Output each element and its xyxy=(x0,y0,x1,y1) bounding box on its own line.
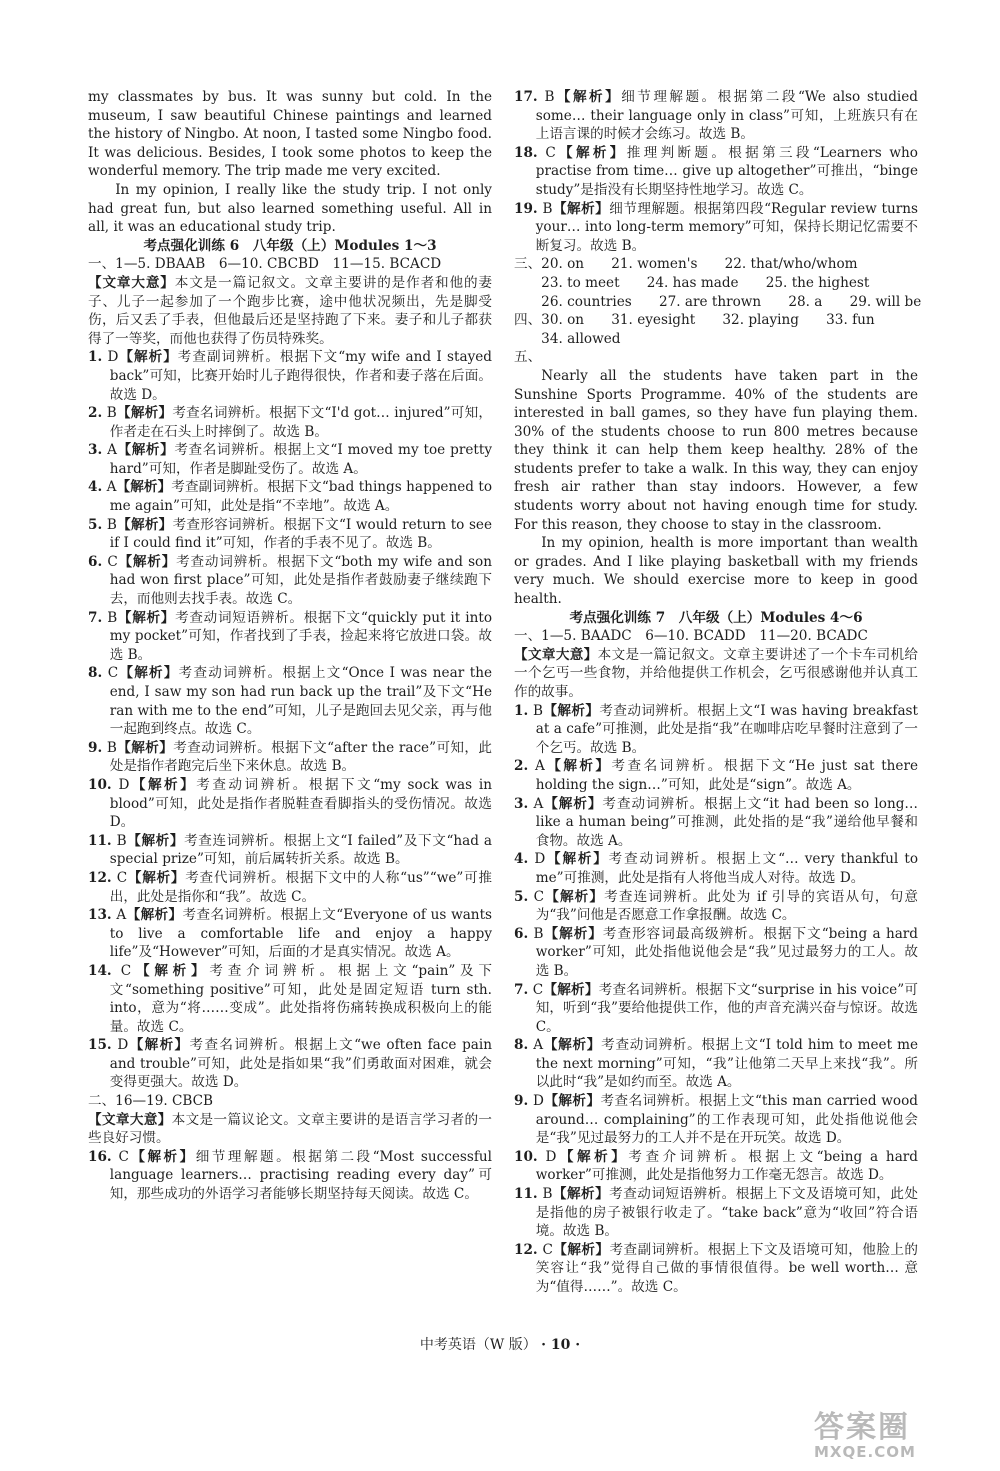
item-number: 10. xyxy=(88,776,112,793)
item-number: 11. xyxy=(514,1186,538,1203)
item-tag: 【解析】 xyxy=(128,1037,190,1054)
item-answer: A xyxy=(533,795,544,812)
answer-item xyxy=(88,609,492,665)
item-answer: B xyxy=(542,200,553,217)
answer-item xyxy=(88,478,492,515)
right-answer-list-2 xyxy=(514,702,918,1297)
item-answer: B xyxy=(106,739,117,756)
item-answer: B xyxy=(107,609,118,626)
item-text: 考查连词辨析。此处为 if 引导的宾语从句，句意为“我”问他是否愿意工作拿报酬。故选 C。 xyxy=(535,888,918,924)
item-answer: C xyxy=(107,665,119,682)
item-number: 3. xyxy=(514,795,529,812)
answer-item xyxy=(88,1036,492,1092)
item-text: 考查形容词最高级辨析。根据下文“being a hard worker”可知，此处指他说他会是“我”见过最努力的工人。故选 B。 xyxy=(535,925,919,979)
item-number: 13. xyxy=(88,907,112,924)
item-answer: C xyxy=(120,962,132,979)
item-number: 7. xyxy=(514,981,529,998)
item-answer: A xyxy=(107,442,117,459)
item-text: 考查名词辨析。根据上文“I moved my toe pretty hard”可知，作者是脚趾受伤了。故选 A。 xyxy=(109,442,492,477)
item-number: 16. xyxy=(88,1148,112,1165)
answer-item xyxy=(88,441,492,478)
item-answer: D xyxy=(532,1093,544,1110)
item-tag: 【解析】 xyxy=(554,89,622,105)
section-6-title: 考点强化训练 6 八年级（上）Modules 1～3 xyxy=(143,237,437,254)
summary-tag: 【文章大意】 xyxy=(88,274,175,291)
answer-item xyxy=(88,664,492,738)
item-tag: 【解析】 xyxy=(116,739,174,756)
item-answer: B xyxy=(544,89,555,105)
item-answer: D xyxy=(117,1037,129,1054)
item-number: 11. xyxy=(88,832,112,849)
answer-item xyxy=(514,1241,918,1297)
fill-answer-row: 四、30. on 31. eyesight 32. playing 33. fun xyxy=(514,312,875,329)
item-tag: 【解析】 xyxy=(118,349,178,366)
item-text: 考查动词辨析。根据下文“after the race”可知，此处是指作者跑完后坐下来休息。故选 B。 xyxy=(109,739,492,775)
answer-item xyxy=(514,850,918,887)
item-tag: 【解析】 xyxy=(126,907,183,924)
item-number: 12. xyxy=(88,869,112,886)
item-text: 考查介词辨析。根据上文“being a hard worker”可推测，此处是指他努力工作毫无怨言。故选 D。 xyxy=(535,1148,918,1184)
answer-item xyxy=(88,906,492,962)
item-answer: B xyxy=(106,516,117,533)
part2-summary xyxy=(88,1111,492,1148)
part5-label: 五、 xyxy=(514,349,542,366)
item-text: 考查动词辨析。根据上文“I was having breakfast at a cafe”可推测，此处是指“我”在咖啡店吃早餐时注意到了一个乞丐。故选 B。 xyxy=(535,702,918,756)
item-tag: 【解析】 xyxy=(543,795,603,812)
item-answer: C xyxy=(107,553,118,570)
item-text: 考查动词短语辨析。根据上下文及语境可知，此处是指他的房子被银行收走了。“take back”意为“收回”符合语境。故选 B。 xyxy=(535,1186,919,1240)
item-text: 考查动词短语辨析。根据下文“quickly put it into my pocket”可知，作者找到了手表，捡起来将它放进口袋。故选 B。 xyxy=(109,609,493,663)
item-number: 4. xyxy=(88,479,103,496)
item-number: 9. xyxy=(88,739,103,756)
item-answer: B xyxy=(533,925,544,942)
watermark-logo-text: 答案圈 xyxy=(814,1410,910,1445)
item-text: 考查动词辨析。根据上文“it had been so long… like a human being”可推测，此处指的是“我”递给他早餐和食物。故选 A。 xyxy=(535,795,918,849)
item-tag: 【解析】 xyxy=(116,442,175,459)
item-answer: C xyxy=(542,1241,553,1258)
item-answer: A xyxy=(106,479,117,496)
item-number: 9. xyxy=(514,1093,529,1110)
answer-item xyxy=(514,1148,918,1185)
item-text: 考查名词辨析。根据上文“this man carried wood around… complaining”的工作表现可知，此处指他说他会是“我”见过最努力的工人并不是在开玩笑。故选 D。 xyxy=(535,1093,919,1147)
answer-item-16 xyxy=(88,1148,492,1204)
item-tag: 【解析】 xyxy=(117,553,177,570)
answer-item xyxy=(514,925,918,981)
item-text: 考查名词辨析。根据下文“surprise in his voice”可知，听到“我”要给他提供工作，他的声音充满兴奋与惊讶。故选 C。 xyxy=(535,981,918,1035)
item-answer: B xyxy=(532,702,543,719)
item-text: 考查连词辨析。根据上文“I failed”及下文“had a special prize”可知，前后属转折关系。故选 B。 xyxy=(109,832,493,868)
item-answer: B xyxy=(106,405,117,422)
item-tag: 【解析】 xyxy=(545,851,609,868)
item-tag: 【解析】 xyxy=(116,516,173,533)
answer-item xyxy=(88,776,492,832)
item-tag: 【解析】 xyxy=(126,832,185,849)
fill-answer-row: 26. countries 27. are thrown 28. a 29. will be xyxy=(514,293,922,310)
section7-summary xyxy=(514,646,918,702)
site-watermark xyxy=(814,1412,984,1464)
answer-item xyxy=(514,200,918,256)
item-tag: 【解析】 xyxy=(127,869,186,886)
item-tag: 【解析】 xyxy=(544,888,605,905)
item-answer: A xyxy=(534,758,545,775)
item-text: 考查副词辨析。根据上下文及语境可知，他脸上的笑容让“我”觉得自己做的事情很值得。be well worth… 意为“值得……”。故选 C。 xyxy=(535,1241,919,1295)
answer-item xyxy=(514,144,918,200)
item-answer: B xyxy=(116,832,127,849)
answer-item xyxy=(88,348,492,404)
item-tag: 【解析】 xyxy=(117,609,176,626)
item-tag: 【解析】 xyxy=(552,200,610,217)
summary-tag: 【文章大意】 xyxy=(514,646,598,663)
item-text: 考查名词辨析。根据上文“we often face pain and trouble”可知，此处是指如果“我”们勇敢面对困难，就会变得更强大。故选 D。 xyxy=(109,1037,492,1091)
fill-in-answers xyxy=(514,255,922,348)
item-tag: 【解析】 xyxy=(129,776,197,793)
item-text: 考查动词辨析。根据下文“my sock was in blood”可知，此处是指作者脱鞋查看脚指头的受伤情况。故选 D。 xyxy=(109,776,493,831)
part2-answer-key: 二、16—19. CBCB xyxy=(88,1093,214,1110)
item-text: 考查动词辨析。根据上文“… very thankful to me”可推测，此处是指有人将他当成人对待。故选 D。 xyxy=(535,851,919,886)
writing-paragraph-1: Nearly all the students have taken part in the Sunshine Sports Programme. 40% of the students are interested in ball games, so they have fun playing them. 30% of the students choose to run 800 metres because they think it can help them keep healthy. 28% of the students prefer to take a walk. In this way, they can enjoy fresh air rather than stay indoors. However, a few students worry about not having enough time for study. For this reason, they choose to stay in the classroom. xyxy=(514,367,918,533)
item-tag: 【解析】 xyxy=(118,665,179,682)
item-answer: C xyxy=(533,888,545,905)
part1-summary xyxy=(88,274,492,348)
answer-item xyxy=(514,1185,918,1241)
item-answer: C xyxy=(118,1148,129,1165)
item-tag: 【解析】 xyxy=(543,981,599,998)
item-text: 细节理解题。根据第四段“Regular review turns your… into long-term memory”可知，保持长期记忆需要不断复习。故选 B。 xyxy=(535,200,919,254)
item-number: 4. xyxy=(514,851,529,868)
item-number: 1. xyxy=(88,349,103,366)
item-number: 14. xyxy=(88,962,112,979)
item-tag: 【解析】 xyxy=(116,479,172,496)
answer-item xyxy=(514,1036,918,1092)
item-tag: 【解析】 xyxy=(543,925,603,942)
item-tag: 【解析】 xyxy=(543,1093,601,1110)
item-text: 考查代词辨析。根据下文中的人称“us”“we”可推出，此处是指你和“我”。故选 C。 xyxy=(109,869,492,905)
fill-answer-row: 三、20. on 21. women's 22. that/who/whom xyxy=(514,256,858,273)
item-text: 推理判断题。根据第三段“Learners who practise from time… give up altogether”可推出，“binge study”是指没有长期坚持性地学习。故选 C。 xyxy=(535,144,918,198)
item-number: 6. xyxy=(514,925,529,942)
item-tag: 【解析】 xyxy=(552,1186,610,1203)
item-number: 18. xyxy=(514,144,538,161)
item-tag: 【解析】 xyxy=(555,144,627,161)
section-7-title: 考点强化训练 7 八年级（上）Modules 4～6 xyxy=(569,609,863,626)
item-answer: C xyxy=(532,981,544,998)
item-text: 考查名词辨析。根据下文“He just sat there holding the sign…”可知，此处是“sign”。故选 A。 xyxy=(535,758,918,793)
item-tag: 【解析】 xyxy=(544,758,612,775)
item-number: 2. xyxy=(88,405,103,422)
left-column xyxy=(88,88,492,1204)
item-text: 细节理解题。根据第二段“We also studied some… their language only in class”可知，上班族只有在上语言课的时候才会练习。故选 B。 xyxy=(535,89,918,143)
item-answer: C xyxy=(116,869,128,886)
answer-item xyxy=(514,888,918,925)
item-number: 12. xyxy=(514,1241,538,1258)
answer-item xyxy=(514,88,918,144)
book-title: 中考英语（W 版） xyxy=(419,1337,537,1353)
right-answer-list xyxy=(514,88,918,255)
item-answer: D xyxy=(118,776,130,793)
fill-answer-row: 34. allowed xyxy=(514,330,621,347)
item-tag: 【解析】 xyxy=(131,962,210,979)
item-answer: B xyxy=(542,1186,553,1203)
item-text: 细节理解题。根据第二段“Most successful language learners… practising reading every day”可知，那些成功的外语学习者能够长期坚持每天阅读。故选 C。 xyxy=(109,1148,492,1203)
answer-item xyxy=(88,962,492,1036)
item-tag: 【解析】 xyxy=(116,405,173,422)
item-text: 考查介词辨析。根据上文“pain”及下文“something positive”可知，此处是固定短语 turn sth. into，意为“将……变成”。此处指将伤痛转换成积极向上的能量。故选 C。 xyxy=(109,962,493,1035)
item-text: 考查动词辨析。根据下文“both my wife and son had won first place”可知，此处是指作者鼓励妻子继续跑下去，而他则去找手表。故选 C。 xyxy=(109,553,492,608)
item-answer: D xyxy=(545,1148,557,1165)
part1-answer-key: 一、1—5. DBAAB 6—10. CBCBD 11—15. BCACD xyxy=(88,256,442,273)
page-footer xyxy=(0,1336,1000,1355)
answer-item xyxy=(88,739,492,776)
item-tag: 【解析】 xyxy=(542,702,600,719)
item-tag: 【解析】 xyxy=(543,1037,602,1054)
item-number: 8. xyxy=(88,665,103,682)
item-answer: A xyxy=(533,1037,544,1054)
answer-item xyxy=(88,832,492,869)
item-number: 7. xyxy=(88,609,103,626)
item-number: 5. xyxy=(88,516,103,533)
summary-text: 本文是一篇议论文。文章主要讲的是语言学习者的一些良好习惯。 xyxy=(88,1111,493,1147)
item-text: 考查名词辨析。根据上文“Everyone of us wants to live a comfortable life and enjoy a happy life”及“However”可知，后面的才是真实情况。故选 A。 xyxy=(109,907,493,961)
summary-text: 本文是一篇记叙文。文章主要讲的是作者和他的妻子、儿子一起参加了一个跑步比赛，途中他状况频出，先是脚受伤，后又丢了手表，但他最后还是坚持跑了下来。妻子和儿子都获得了一等奖，而他也获得了伤员特殊奖。 xyxy=(88,274,493,347)
answer-item xyxy=(88,553,492,609)
answer-item xyxy=(88,404,492,441)
item-text: 考查动词辨析。根据上文“Once I was near the end, I saw my son had run back up the trail”及下文“He ran with me to the end”可知，儿子是跑回去见父亲，再与他一起跑到终点。故选 C。 xyxy=(109,665,493,738)
item-answer: C xyxy=(545,144,556,161)
item-text: 考查副词辨析。根据下文“my wife and I stayed back”可知，比赛开始时儿子跑得很快，作者和妻子落在后面。故选 D。 xyxy=(109,349,493,403)
answer-item xyxy=(88,516,492,553)
summary-tag: 【文章大意】 xyxy=(88,1111,172,1128)
answer-item xyxy=(514,795,918,851)
item-number: 1. xyxy=(514,702,529,719)
item-tag: 【解析】 xyxy=(556,1148,629,1165)
item-number: 2. xyxy=(514,758,529,775)
item-number: 15. xyxy=(88,1037,112,1054)
item-number: 8. xyxy=(514,1037,529,1054)
item-text: 考查副词辨析。根据下文“bad things happened to me again”可知，此处是指“不幸地”。故选 A。 xyxy=(109,479,493,515)
item-answer: A xyxy=(116,907,127,924)
answer-item xyxy=(514,757,918,794)
item-number: 17. xyxy=(514,89,538,105)
item-number: 19. xyxy=(514,200,538,217)
right-column xyxy=(514,88,922,1297)
page-number: · 10 · xyxy=(541,1337,581,1353)
essay-paragraph-2: In my opinion, I really like the study trip. I not only had great fun, but also learned something useful. All in all, it was an educational study trip. xyxy=(88,181,492,236)
item-number: 6. xyxy=(88,553,103,570)
writing-paragraph-2: In my opinion, health is more important than wealth or grades. And I like playing basketball with my friends very much. We should exercise more to keep in good health. xyxy=(514,535,918,608)
answer-item xyxy=(514,1092,918,1148)
left-answer-list xyxy=(88,348,492,1092)
item-number: 10. xyxy=(514,1148,538,1165)
item-tag: 【解析】 xyxy=(552,1241,610,1258)
summary-text: 本文是一篇记叙文。文章主要讲述了一个卡车司机给一个乞丐一些食物，并给他提供工作机会，乞丐很感谢他并认真工作的故事。 xyxy=(514,646,919,700)
answer-item xyxy=(514,981,918,1037)
answer-item xyxy=(514,702,918,758)
item-answer: D xyxy=(107,349,119,366)
item-answer: D xyxy=(534,851,546,868)
item-text: 考查名词辨析。根据下文“I'd got… injured”可知，作者走在石头上时摔倒了。故选 B。 xyxy=(109,405,493,440)
answer-item xyxy=(88,869,492,906)
watermark-url: MXQE.COM xyxy=(814,1443,916,1461)
essay-paragraph-1: my classmates by bus. It was sunny but cold. In the museum, I saw beautiful Chinese paintings and learned the history of Ningbo. At noon, I tasted some Ningbo food. It was delicious. Besides, I took some photos to keep the wonderful memory. The trip made me very excited. xyxy=(88,89,492,180)
item-number: 3. xyxy=(88,442,103,459)
item-number: 5. xyxy=(514,888,529,905)
item-tag: 【解析】 xyxy=(128,1148,196,1165)
item-text: 考查形容词辨析。根据下文“I would return to see if I could find it”可知，作者的手表不见了。故选 B。 xyxy=(109,516,493,552)
section7-answer-key: 一、1—5. BAADC 6—10. BCADD 11—20. BCADC xyxy=(514,628,868,645)
fill-answer-row: 23. to meet 24. has made 25. the highest xyxy=(514,274,870,291)
item-text: 考查动词辨析。根据上文“I told him to meet me the next morning”可知，“我”让他第二天早上来找“我”。所以此时“我”是如约而至。故选 A。 xyxy=(535,1037,919,1091)
